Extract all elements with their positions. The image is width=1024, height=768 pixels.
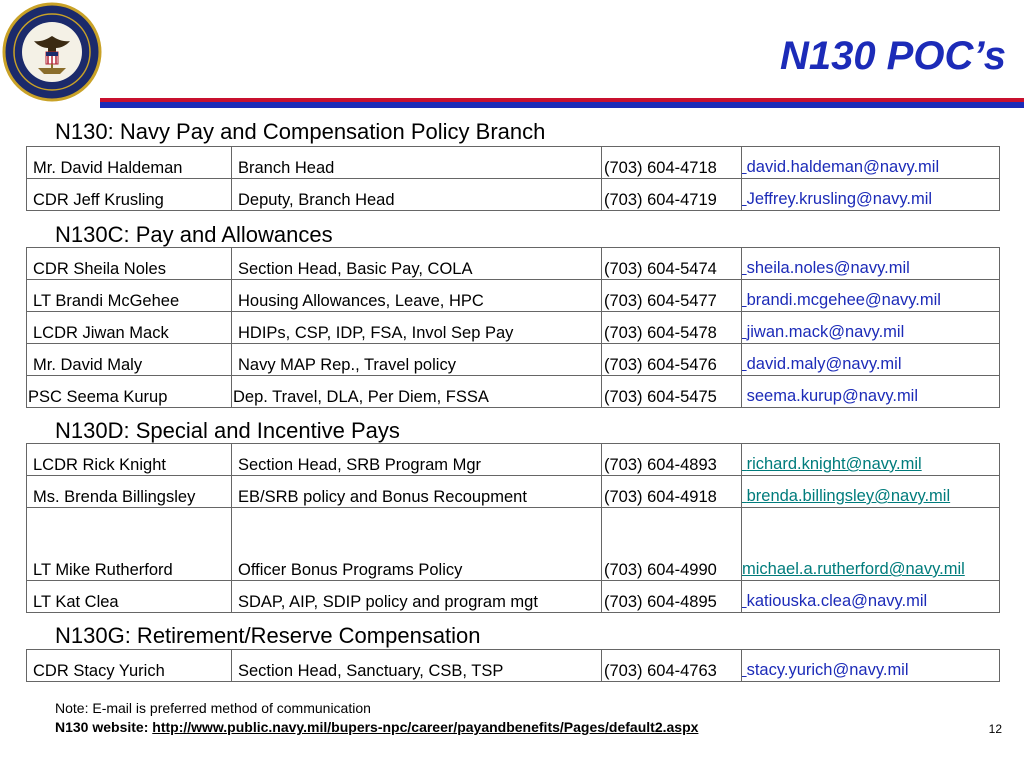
contact-role: Deputy, Branch Head (232, 179, 602, 211)
contact-name: CDR Sheila Noles (27, 248, 232, 280)
title-divider-blue (100, 102, 1024, 108)
contact-phone: (703) 604-5478 (602, 312, 742, 344)
section-title: N130: Navy Pay and Compensation Policy Branch (55, 119, 546, 144)
contact-email-cell (742, 650, 1000, 682)
contact-name: LT Brandi McGehee (27, 280, 232, 312)
contact-email-link[interactable]: richard.knight@navy.mil (746, 455, 922, 473)
contact-phone: (703) 604-5477 (602, 280, 742, 312)
contact-phone: (703) 604-5475 (602, 376, 742, 408)
poc-table (26, 247, 1000, 408)
contact-email-cell (742, 312, 1000, 344)
contact-role: EB/SRB policy and Bonus Recoupment (232, 476, 602, 508)
contact-phone: (703) 604-5474 (602, 248, 742, 280)
contact-name: LCDR Rick Knight (27, 444, 232, 476)
contact-role: Navy MAP Rep., Travel policy (232, 344, 602, 376)
section-title: N130D: Special and Incentive Pays (55, 418, 400, 443)
website-label: N130 website: (55, 719, 153, 735)
contact-email-cell (742, 444, 1000, 476)
contact-phone: (703) 604-4990 (602, 508, 742, 581)
contact-role: Section Head, Sanctuary, CSB, TSP (232, 650, 602, 682)
contact-phone: (703) 604-4719 (602, 179, 742, 211)
contact-name: LT Kat Clea (27, 581, 232, 613)
contact-email-cell (742, 344, 1000, 376)
contact-email-cell (742, 476, 1000, 508)
footer-note: Note: E-mail is preferred method of communication (55, 700, 371, 716)
contact-role: Section Head, Basic Pay, COLA (232, 248, 602, 280)
contact-email-cell (742, 248, 1000, 280)
table-row (27, 376, 1000, 408)
table-row (27, 312, 1000, 344)
section-title: N130C: Pay and Allowances (55, 222, 333, 247)
table-row (27, 476, 1000, 508)
contact-name: Mr. David Haldeman (27, 147, 232, 179)
contact-name: LT Mike Rutherford (27, 508, 232, 581)
contact-phone: (703) 604-5476 (602, 344, 742, 376)
contact-phone: (703) 604-4763 (602, 650, 742, 682)
contact-role: SDAP, AIP, SDIP policy and program mgt (232, 581, 602, 613)
contact-role: Section Head, SRB Program Mgr (232, 444, 602, 476)
contact-phone: (703) 604-4918 (602, 476, 742, 508)
contact-email-cell (742, 581, 1000, 613)
table-row (27, 280, 1000, 312)
contact-name: LCDR Jiwan Mack (27, 312, 232, 344)
contact-email-link[interactable]: seema.kurup@navy.mil (746, 387, 919, 405)
table-row (27, 650, 1000, 682)
poc-table (26, 146, 1000, 211)
contact-phone: (703) 604-4718 (602, 147, 742, 179)
slide-title: N130 POC’s (779, 34, 1006, 78)
contact-name: Ms. Brenda Billingsley (27, 476, 232, 508)
contact-email-cell (742, 280, 1000, 312)
poc-table (26, 443, 1000, 613)
table-row (27, 147, 1000, 179)
poc-table (26, 649, 1000, 682)
table-row (27, 248, 1000, 280)
table-row (27, 508, 1000, 581)
contact-email-link[interactable]: michael.a.rutherford@navy.mil (742, 560, 965, 578)
contact-role: HDIPs, CSP, IDP, FSA, Invol Sep Pay (232, 312, 602, 344)
table-row (27, 581, 1000, 613)
contact-email-cell (742, 179, 1000, 211)
contact-email-link[interactable]: katiouska.clea@navy.mil (746, 592, 928, 610)
contact-email-link[interactable]: jiwan.mack@navy.mil (746, 323, 905, 341)
contact-name: PSC Seema Kurup (27, 376, 232, 408)
footer-website (55, 719, 698, 735)
contact-phone: (703) 604-4893 (602, 444, 742, 476)
contact-email-link[interactable]: brenda.billingsley@navy.mil (746, 487, 951, 505)
contact-email-cell (742, 147, 1000, 179)
page-number: 12 (988, 722, 1002, 736)
contact-email-cell (742, 508, 1000, 581)
table-row (27, 344, 1000, 376)
contact-name: CDR Jeff Krusling (27, 179, 232, 211)
contact-email-link[interactable]: david.haldeman@navy.mil (746, 158, 940, 176)
contact-name: CDR Stacy Yurich (27, 650, 232, 682)
contact-role: Branch Head (232, 147, 602, 179)
contact-role: Officer Bonus Programs Policy (232, 508, 602, 581)
contact-email-link[interactable]: stacy.yurich@navy.mil (746, 661, 909, 679)
contact-role: Housing Allowances, Leave, HPC (232, 280, 602, 312)
contact-email-link[interactable]: brandi.mcgehee@navy.mil (746, 291, 941, 309)
contact-phone: (703) 604-4895 (602, 581, 742, 613)
contact-email-cell (742, 376, 1000, 408)
section-title: N130G: Retirement/Reserve Compensation (55, 623, 481, 648)
contact-name: Mr. David Maly (27, 344, 232, 376)
navy-seal-icon (2, 2, 102, 102)
contact-role: Dep. Travel, DLA, Per Diem, FSSA (232, 376, 602, 408)
website-link[interactable]: http://www.public.navy.mil/bupers-npc/career/payandbenefits/Pages/default2.aspx (152, 719, 699, 735)
table-row (27, 179, 1000, 211)
contact-email-link[interactable]: Jeffrey.krusling@navy.mil (746, 190, 933, 208)
contact-email-link[interactable]: david.maly@navy.mil (746, 355, 902, 373)
table-row (27, 444, 1000, 476)
contact-email-link[interactable]: sheila.noles@navy.mil (746, 259, 910, 277)
